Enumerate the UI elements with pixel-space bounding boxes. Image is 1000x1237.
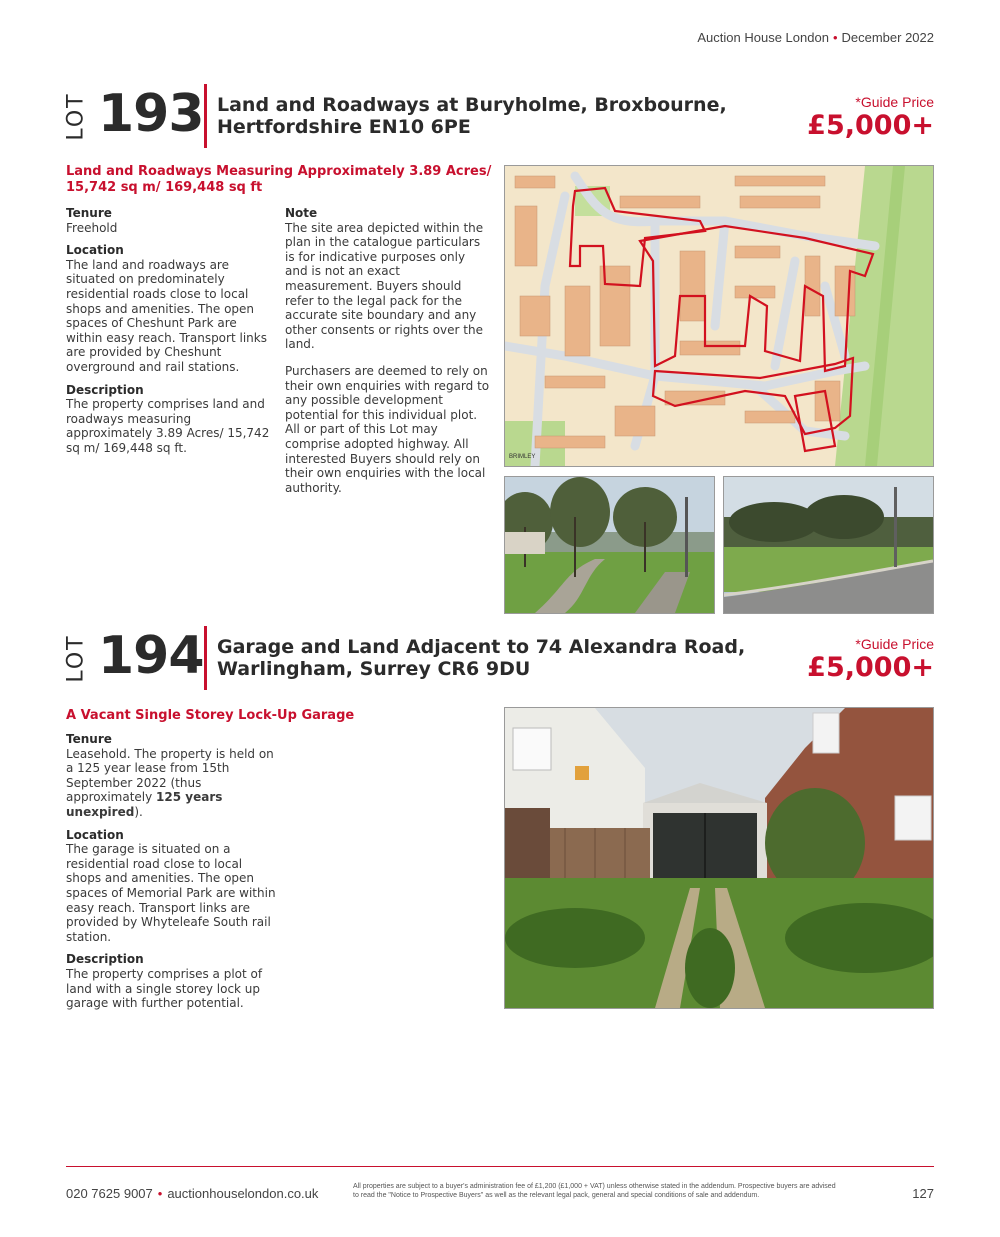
street-photo-2 — [723, 476, 934, 614]
street-photo-1 — [504, 476, 715, 614]
tenure-heading: Tenure — [66, 732, 112, 746]
lot-title: Garage and Land Adjacent to 74 Alexandra Road, Warlingham, Surrey CR6 9DU — [217, 636, 746, 680]
header-brand — [697, 30, 934, 45]
guide-price-label: *Guide Price — [855, 636, 934, 652]
lot-label: LOT — [63, 634, 89, 683]
footer-contact — [66, 1186, 318, 1201]
footer-rule — [66, 1166, 934, 1167]
lot-subheading: Land and Roadways Measuring Approximately 3.89 Acres/ 15,742 sq m/ 169,448 sq ft — [66, 164, 492, 195]
description-text: The property comprises a plot of land with a single storey lock up garage with further potential. — [66, 966, 263, 1011]
description-text: The property comprises land and roadways measuring approximately 3.89 Acres/ 15,742 sq m/ 169,448 sq ft. — [66, 397, 270, 455]
description-heading: Description — [66, 382, 144, 397]
issue-date: December 2022 — [841, 30, 934, 45]
note-heading: Note — [285, 206, 318, 220]
map-place-label: BRIMLEY — [509, 454, 536, 460]
lot-details-left — [66, 732, 280, 1019]
lot-details-note — [285, 206, 491, 503]
site-plan-map — [504, 165, 934, 467]
brand-name: Auction House London — [697, 30, 829, 45]
guide-price: £5,000+ — [807, 652, 934, 683]
footer-legal-text: All properties are subject to a buyer's administration fee of £1,200 (£1,000 + VAT) unless otherwise stated in the addendum. Prospective buyers are advised to read the "Notice to Prospective Buyers" as well as the relevant legal pack, general and special conditions of sale and addendum. — [353, 1183, 836, 1199]
location-text: The land and roadways are situated on predominately residential roads close to local shops and amenities. The open spaces of Cheshunt Park are within easy reach. Transport links are provided by Cheshunt overground and rail stations. — [66, 257, 267, 374]
tenure-text: Freehold — [66, 220, 118, 235]
note-text: The site area depicted within the plan in the catalogue particulars is for indicative purposes only and is not an exact measurement. Buyers should refer to the legal pack for the accurate site boundary and any other consents or rights over the land. — [285, 220, 484, 352]
description-heading: Description — [66, 952, 144, 967]
lot-divider — [204, 626, 207, 690]
lot-divider — [204, 84, 207, 148]
footer-website-link[interactable]: auctionhouselondon.co.uk — [167, 1186, 319, 1201]
lot-label: LOT — [63, 92, 89, 141]
separator-dot: • — [832, 30, 838, 45]
location-text: The garage is situated on a residential road close to local shops and amenities. The open spaces of Memorial Park are within easy reach. Transport links are provided by Whyteleafe South rail station. — [66, 842, 276, 944]
page-number: 127 — [912, 1186, 934, 1201]
garage-photo — [504, 707, 934, 1009]
lot-details-left — [66, 206, 276, 464]
note-text-2: Purchasers are deemed to rely on their own enquiries with regard to any possible development potential for this individual plot. All or part of this Lot may comprise adopted highway. All interested Buyers should rely on their own enquiries with the local authority. — [285, 363, 490, 495]
tenure-text: Leasehold. The property is held on a 125 year lease from 15th September 2022 (thus approximately 125 years unexpired). — [66, 746, 274, 819]
lot-number: 194 — [98, 626, 204, 686]
site-plan-svg — [505, 166, 933, 466]
separator-dot: • — [157, 1186, 163, 1201]
lot-title: Land and Roadways at Buryholme, Broxbourne, Hertfordshire EN10 6PE — [217, 94, 727, 138]
guide-price: £5,000+ — [807, 110, 934, 141]
lot-subheading: A Vacant Single Storey Lock-Up Garage — [66, 708, 355, 723]
tenure-heading: Tenure — [66, 206, 112, 220]
footer-phone: 020 7625 9007 — [66, 1186, 153, 1201]
lot-number: 193 — [98, 84, 204, 144]
guide-price-label: *Guide Price — [855, 94, 934, 110]
location-heading: Location — [66, 243, 124, 258]
location-heading: Location — [66, 827, 124, 842]
